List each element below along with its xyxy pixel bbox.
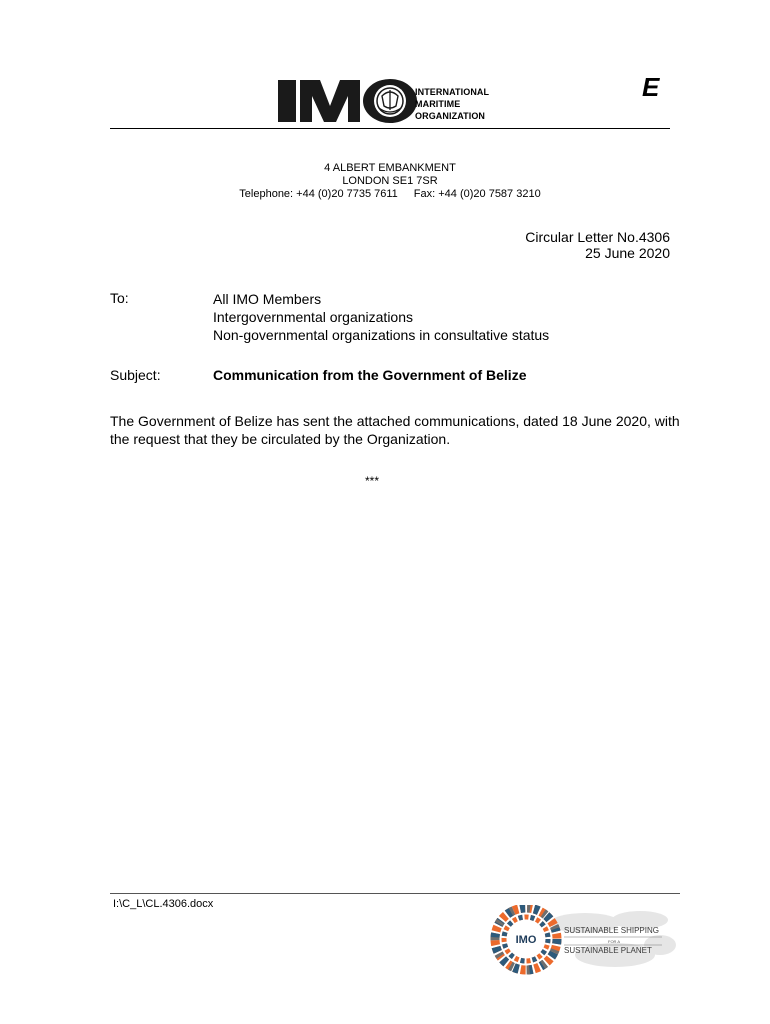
campaign-logo-text: IMO [515,934,537,946]
circular-reference [370,229,670,261]
campaign-line: FOR A [608,939,621,944]
body-line: the request that they be circulated by the Organization. [110,431,451,447]
sdg-ring-icon [495,908,557,970]
fax: Fax: +44 (0)20 7587 3210 [413,188,541,200]
body-line: The Government of Belize has sent the attached communications, dated 18 June 2020, with [110,413,680,429]
header-divider [110,128,670,129]
recipient-item: All IMO Members [213,291,322,307]
recipient-item: Non-governmental organizations in consultative status [213,327,550,343]
sustainable-shipping-logo [490,905,680,975]
language-code: E [642,72,660,102]
imo-logo [278,78,508,124]
address-line: 4 ALBERT EMBANKMENT [324,162,456,174]
subject-label: Subject: [110,367,161,383]
org-name-line: MARITIME [415,99,461,109]
footer-divider [110,893,680,894]
to-label: To: [110,290,129,306]
contact-line [110,188,670,201]
section-separator: *** [365,474,380,488]
circular-number: Circular Letter No.4306 [525,229,670,245]
org-name-line: ORGANIZATION [415,111,486,121]
circular-date: 25 June 2020 [585,245,670,261]
org-name-line: INTERNATIONAL [415,87,490,97]
subject-value: Communication from the Government of Belize [213,367,527,383]
recipient-item: Intergovernmental organizations [213,309,414,325]
imo-logo-mark [278,78,418,124]
campaign-line: SUSTAINABLE PLANET [564,946,652,955]
campaign-line: SUSTAINABLE SHIPPING [564,926,659,935]
address-line: LONDON SE1 7SR [342,175,438,187]
telephone: Telephone: +44 (0)20 7735 7611 [239,188,398,200]
organization-name [415,86,489,122]
file-reference: I:\C_L\CL.4306.docx [113,898,214,910]
body-paragraph [110,412,690,448]
address-block [110,162,670,201]
recipient-list [213,290,549,344]
